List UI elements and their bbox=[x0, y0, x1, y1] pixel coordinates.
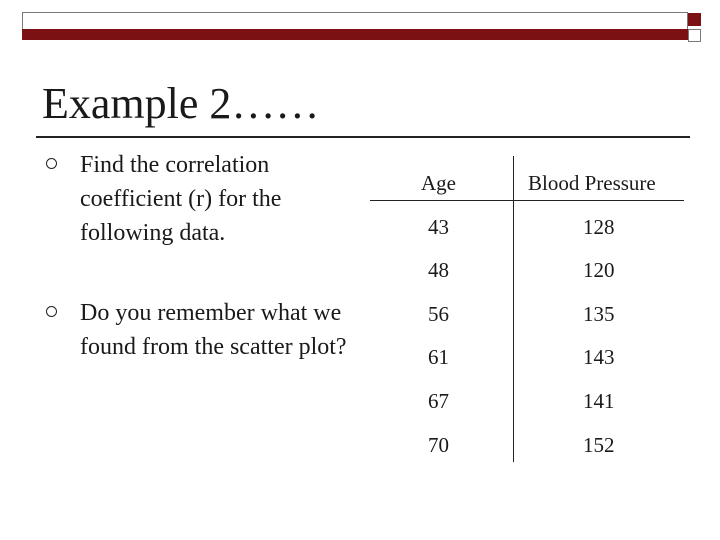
table-cell-blood-pressure: 141 bbox=[583, 389, 615, 413]
table-cell-age: 48 bbox=[428, 258, 449, 282]
table-cell-blood-pressure: 120 bbox=[583, 258, 615, 282]
slide-title: Example 2…… bbox=[42, 79, 320, 128]
table-header-age: Age bbox=[421, 171, 456, 195]
top-decorative-bar-fill bbox=[22, 29, 688, 40]
bullet-text: Do you remember what we found from the scatter plot? bbox=[80, 300, 347, 360]
table-cell-age: 56 bbox=[428, 302, 449, 326]
table-header-blood-pressure: Blood Pressure bbox=[528, 171, 656, 195]
table-cell-blood-pressure: 135 bbox=[583, 302, 615, 326]
table-cell-blood-pressure: 128 bbox=[583, 215, 615, 239]
hollow-circle-icon bbox=[46, 306, 57, 317]
corner-square-outline bbox=[688, 29, 701, 42]
table-cell-age: 43 bbox=[428, 215, 449, 239]
table-cell-age: 70 bbox=[428, 433, 449, 457]
hollow-circle-icon bbox=[46, 158, 57, 169]
table-cell-blood-pressure: 143 bbox=[583, 345, 615, 369]
corner-square-filled bbox=[688, 13, 701, 26]
title-divider bbox=[36, 136, 690, 138]
table-column-divider bbox=[513, 156, 514, 462]
table-cell-age: 67 bbox=[428, 389, 449, 413]
table-header-rule bbox=[370, 200, 684, 201]
table-cell-blood-pressure: 152 bbox=[583, 433, 615, 457]
bullet-text: Find the correlation coefficient (r) for the following data. bbox=[80, 152, 282, 246]
table-cell-age: 61 bbox=[428, 345, 449, 369]
